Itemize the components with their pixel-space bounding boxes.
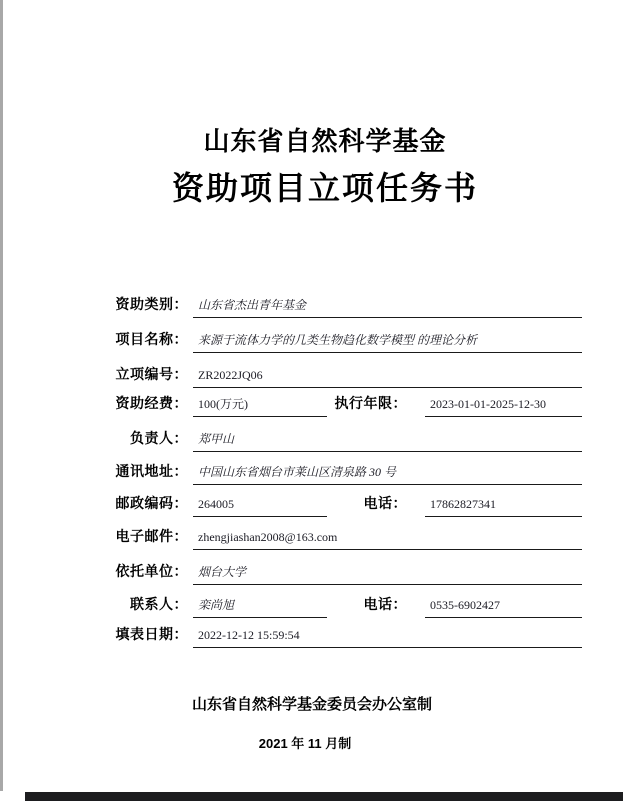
contact-person-value: 栾尚旭 <box>198 598 235 612</box>
contact-phone-label: 电话： <box>363 596 407 612</box>
form-row-postal-code <box>0 491 582 517</box>
project-name-value: 来源于流体力学的几类生物趋化数学模型 的理论分析 <box>198 333 478 347</box>
form-row-principal-investigator <box>0 426 582 452</box>
project-name-label: 项目名称： <box>115 331 188 347</box>
form-row-fill-date <box>0 622 582 648</box>
funding-category-label: 资助类别： <box>115 296 188 312</box>
funding-amount-value: 100(万元) <box>198 397 248 411</box>
execution-period-label: 执行年限： <box>334 395 407 411</box>
page-bottom-edge <box>25 792 623 801</box>
form-row-project-name <box>0 327 582 353</box>
email-value: zhengjiashan2008@163.com <box>198 530 338 544</box>
fill-date-value: 2022-12-12 15:59:54 <box>198 628 300 642</box>
principal-investigator-line <box>193 430 582 452</box>
host-institution-label: 依托单位： <box>115 563 188 579</box>
issuing-office-line: 山东省自然科学基金委员会办公室制 <box>191 696 432 713</box>
email-label: 电子邮件： <box>115 528 188 544</box>
project-name-line <box>193 331 582 353</box>
project-number-value: ZR2022JQ06 <box>198 368 263 382</box>
host-institution-line <box>193 563 582 585</box>
form-row-funding-amount <box>0 391 582 417</box>
form-row-mailing-address <box>0 459 582 485</box>
form-row-project-number <box>0 362 582 388</box>
print-date-line: 2021 年 11 月制 <box>258 736 352 751</box>
contact-person-line <box>193 596 327 618</box>
mailing-address-line <box>193 463 582 485</box>
mailing-address-label: 通讯地址： <box>115 463 188 479</box>
form-row-contact-person <box>0 592 582 618</box>
fill-date-label: 填表日期： <box>115 626 188 642</box>
contact-phone-value: 0535-6902427 <box>430 598 500 612</box>
postal-code-label: 邮政编码： <box>115 495 188 511</box>
phone-line <box>425 495 582 517</box>
execution-period-line <box>425 395 582 417</box>
contact-person-label: 联系人： <box>130 596 188 612</box>
funding-category-value: 山东省杰出青年基金 <box>198 298 307 312</box>
postal-code-line <box>193 495 327 517</box>
document-title-line2: 资助项目立项任务书 <box>171 170 478 206</box>
postal-code-value: 264005 <box>198 497 234 511</box>
principal-investigator-label: 负责人： <box>130 430 188 446</box>
execution-period-value: 2023-01-01-2025-12-30 <box>430 397 546 411</box>
form-row-email <box>0 524 582 550</box>
mailing-address-value: 中国山东省烟台市莱山区清泉路 30 号 <box>198 465 397 479</box>
host-institution-value: 烟台大学 <box>198 565 247 579</box>
email-line <box>193 528 582 550</box>
project-number-line <box>193 366 582 388</box>
phone-value: 17862827341 <box>430 497 496 511</box>
funding-category-line <box>193 296 582 318</box>
document-title-line1: 山东省自然科学基金 <box>203 126 447 156</box>
principal-investigator-value: 郑甲山 <box>198 432 235 446</box>
funding-amount-label: 资助经费： <box>115 395 188 411</box>
form-row-host-institution <box>0 559 582 585</box>
form-row-funding-category <box>0 292 582 318</box>
contact-phone-line <box>425 596 582 618</box>
fill-date-line <box>193 626 582 648</box>
project-number-label: 立项编号： <box>115 366 188 382</box>
phone-label: 电话： <box>363 495 407 511</box>
funding-amount-line <box>193 395 327 417</box>
